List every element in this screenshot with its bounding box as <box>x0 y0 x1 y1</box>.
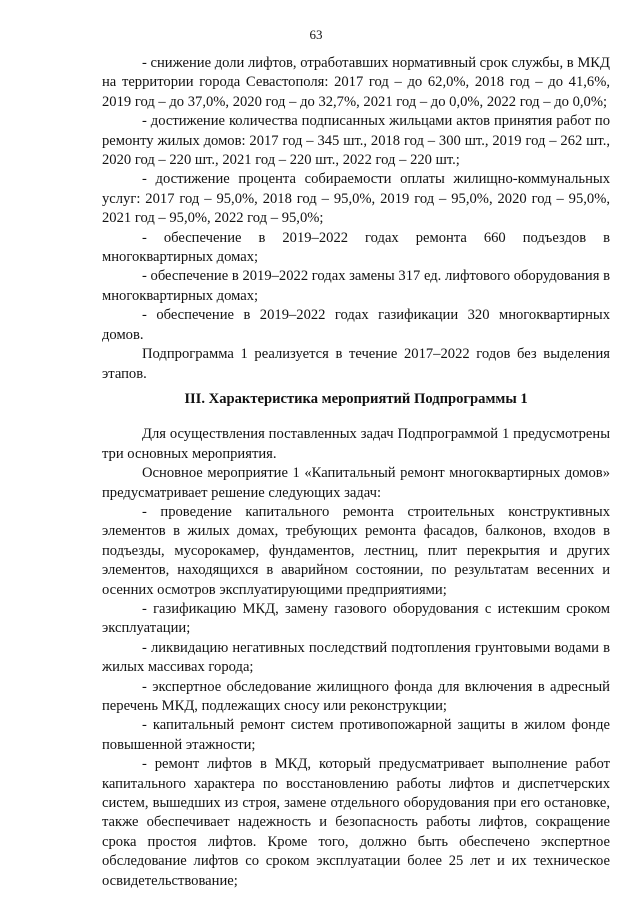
paragraph-capital-repair: - проведение капитального ремонта строительных конструктивных элементов в жилых домах, требующих ремонта фасадов, балконов, входов в подъезды, мусорокамер, фундаментов, лестниц, плит перекрытия и других элементов, находящихся в аварийном состоянии, по результатам весенних и осенних осмотров эксплуатирующими предприятиями; <box>102 503 610 598</box>
page-number: 63 <box>309 27 323 42</box>
paragraph-lift-replacement: - обеспечение в 2019–2022 годах замены 317 ед. лифтового оборудования в многоквартирных домах; <box>102 268 610 304</box>
paragraph-main-activity-1: Основное мероприятие 1 «Капитальный ремонт многоквартирных домов» предусматривает решение следующих задач: <box>102 465 610 501</box>
paragraph-lift-share: - снижение доли лифтов, отработавших нормативный срок службы, в МКД на территории города Севастополя: 2017 год – до 62,0%, 2018 год – до 41,6%, 2019 год – до 37,0%, 2020 год – до 32,7%, 2021 год – до 0,0%, 2022 год – до 0,0%; <box>102 55 610 110</box>
section-heading: III. Характеристика мероприятий Подпрограммы 1 <box>184 390 528 407</box>
paragraph-entrance-repair: - обеспечение в 2019–2022 годах ремонта 660 подъездов в многоквартирных домах; <box>102 229 610 266</box>
body-text <box>102 54 610 891</box>
paragraph-lift-repair: - ремонт лифтов в МКД, который предусматривает выполнение работ капитального характера по восстановлению работы лифтов и диспетчерских систем, вышедших из строя, замене отдельного оборудования при его остановке, также обеспечивает надежность и безопасность работы лифтов, сокращение срока простоя лифтов. Кроме того, должно быть обеспечено экспертное обследование лифтов со сроком эксплуатации более 25 лет и их техническое освидетельствование; <box>102 756 610 889</box>
paragraph-gas-equipment: - газификацию МКД, замену газового оборудования с истекшим сроком эксплуатации; <box>102 600 610 637</box>
paragraph-flooding: - ликвидацию негативных последствий подтопления грунтовыми водами в жилых массивах города; <box>102 639 610 676</box>
paragraph-payment-collection: - достижение процента собираемости оплаты жилищно-коммунальных услуг: 2017 год – 95,0%, 2018 год – 95,0%, 2019 год – 95,0%, 2020 год – 95,0%, 2021 год – 95,0%, 2022 год – 95,0%; <box>102 171 610 227</box>
paragraph-expert-survey: - экспертное обследование жилищного фонда для включения в адресный перечень МКД, подлежащих сносу или реконструкции; <box>102 678 610 714</box>
paragraph-implementation-period: Подпрограмма 1 реализуется в течение 2017–2022 годов без выделения этапов. <box>102 346 610 382</box>
paragraph-acts-count: - достижение количества подписанных жильцами актов принятия работ по ремонту жилых домов: 2017 год – 345 шт., 2018 год – 300 шт., 2019 год – 262 шт., 2020 год – 220 шт., 2021 год – 220 шт., 2022 год – 220 шт.; <box>102 113 610 169</box>
paragraph-main-activities: Для осуществления поставленных задач Подпрограммой 1 предусмотрены три основных мероприятия. <box>102 426 610 462</box>
paragraph-fire-protection: - капитальный ремонт систем противопожарной защиты в жилом фонде повышенной этажности; <box>102 717 610 753</box>
paragraph-gasification: - обеспечение в 2019–2022 годах газификации 320 многоквартирных домов. <box>102 307 610 343</box>
